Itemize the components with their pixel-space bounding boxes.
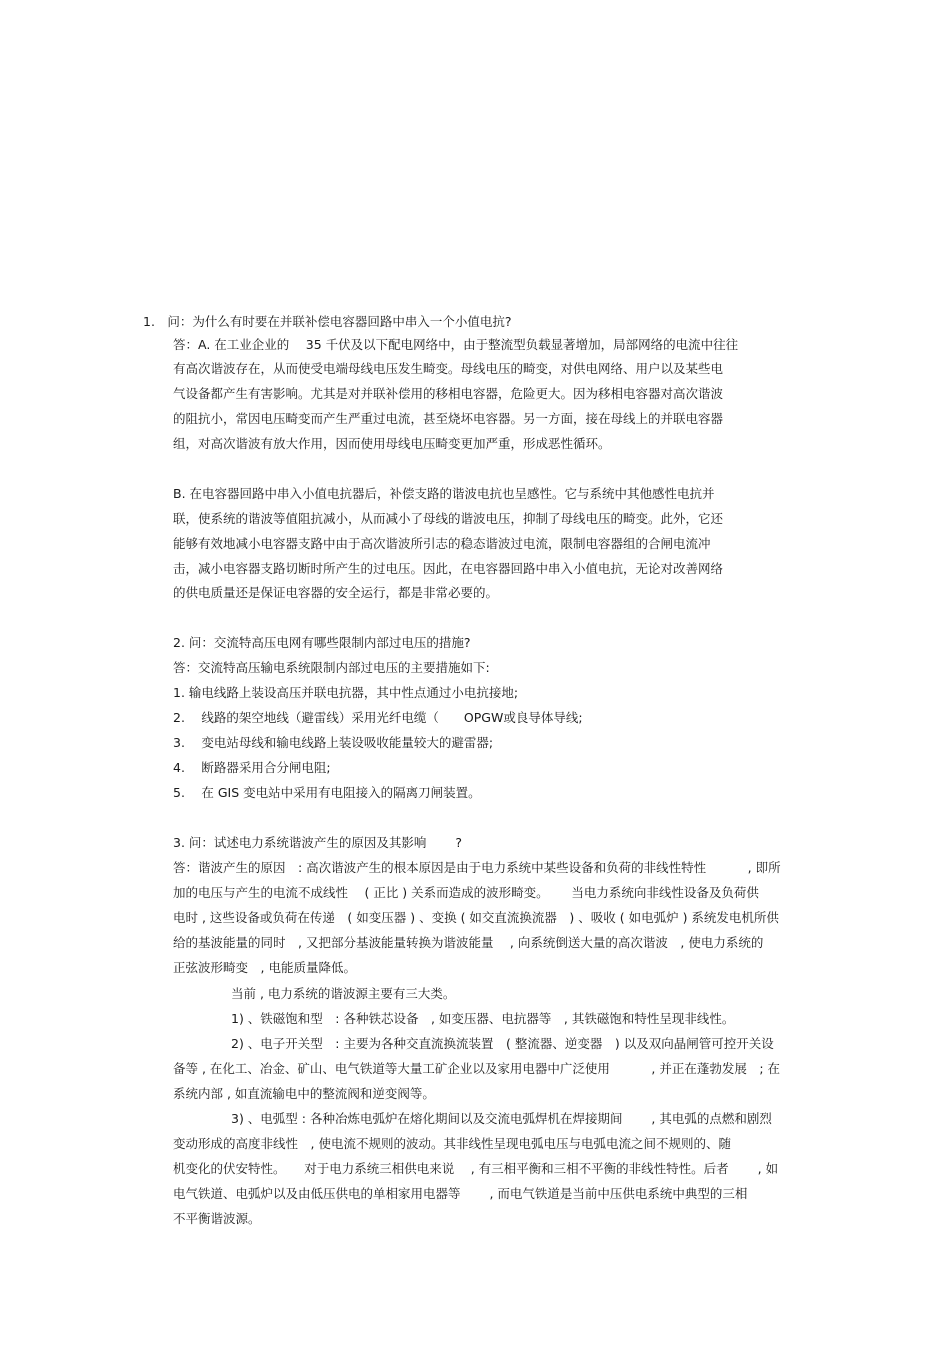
q3-question: 3. 问：试述电力系统谐波产生的原因及其影响 ? [173, 835, 463, 850]
q1-answer-line: 的阻抗小，常因电压畸变而产生严重过电流，甚至烧坏电容器。另一方面，接在母线上的并联电容器 [173, 411, 724, 426]
q3-answer-line: 加的电压与产生的电流不成线性 ( 正比 ) 关系而造成的波形畸变。 当电力系统向非线性设备及负荷供 [173, 885, 759, 900]
q3-answer-line: 不平衡谐波源。 [173, 1211, 261, 1226]
q2-list-item: 5. 在 GIS 变电站中采用有电阻接入的隔离刀闸装置。 [173, 785, 481, 800]
q3-answer-line: 2) 、电子开关型 : 主要为各种交直流换流装置 ( 整流器、逆变器 ) 以及双向晶闸管可控开关设 [231, 1036, 774, 1051]
q1-answer-line: 组，对高次谐波有放大作用，因而使用母线电压畸变更加严重，形成恶性循环。 [173, 436, 611, 451]
q3-answer-line: 电气铁道、电弧炉以及由低压供电的单相家用电器等 , 而电气铁道是当前中压供电系统中典型的三相 [173, 1186, 748, 1201]
q3-answer-line: 备等 , 在化工、冶金、矿山、电气铁道等大量工矿企业以及家用电器中广泛使用 , 并正在蓬勃发展 ; 在 [173, 1061, 781, 1076]
q3-answer-line: 系统内部 , 如直流输电中的整流阀和逆变阀等。 [173, 1086, 435, 1101]
q1-answer-b-line: B. 在电容器回路中串入小值电抗器后，补偿支路的谐波电抗也呈感性。它与系统中其他感性电抗并 [173, 486, 715, 501]
q3-answer-line: 1) 、铁磁饱和型 : 各种铁芯设备 , 如变压器、电抗器等 , 其铁磁饱和特性呈现非线性。 [231, 1011, 735, 1026]
q1-answer-line: 有高次谐波存在，从而使受电端母线电压发生畸变。母线电压的畸变，对供电网络、用户以及某些电 [173, 361, 724, 376]
q2-question: 2. 问：交流特高压电网有哪些限制内部过电压的措施? [173, 635, 471, 650]
q1-answer-b-line: 的供电质量还是保证电容器的安全运行，都是非常必要的。 [173, 585, 499, 600]
q1-answer-b-line: 击，减小电容器支路切断时所产生的过电压。因此，在电容器回路中串入小值电抗，无论对改善网络 [173, 561, 724, 576]
q3-answer-line: 变动形成的高度非线性 , 使电流不规则的波动。其非线性呈现电弧电压与电弧电流之间不规则的、随 [173, 1136, 731, 1151]
q3-answer-line: 当前 , 电力系统的谐波源主要有三大类。 [231, 986, 456, 1001]
q2-answer-line: 答：交流特高压输电系统限制内部过电压的主要措施如下: [173, 660, 490, 675]
q2-list-item: 4. 断路器采用合分闸电阻; [173, 760, 331, 775]
q3-answer-line: 机变化的伏安特性。 对于电力系统三相供电来说 , 有三相平衡和三相不平衡的非线性特性。后者 , 如 [173, 1161, 779, 1176]
q1-answer-b-line: 联，使系统的谐波等值阻抗减小，从而减小了母线的谐波电压，抑制了母线电压的畸变。此外，它还 [173, 511, 724, 526]
q3-answer-line: 给的基波能量的同时 , 又把部分基波能量转换为谐波能量 , 向系统倒送大量的高次谐波 , 使电力系统的 [173, 935, 764, 950]
q2-list-item: 1. 输电线路上装设高压并联电抗器，其中性点通过小电抗接地; [173, 685, 519, 700]
q1-answer-line: 答：A. 在工业企业的 35 千伏及以下配电网络中，由于整流型负载显著增加，局部网络的电流中往往 [173, 337, 739, 352]
q3-answer-line: 正弦波形畸变 , 电能质量降低。 [173, 960, 356, 975]
q1-answer-b-line: 能够有效地减小电容器支路中由于高次谐波所引志的稳态谐波过电流，限制电容器组的合闸电流冲 [173, 536, 711, 551]
q1-answer-line: 气设备都产生有害影响。尤其是对并联补偿用的移相电容器，危险更大。因为移相电容器对高次谐波 [173, 386, 724, 401]
q3-answer-line: 3) 、电弧型 : 各种冶炼电弧炉在熔化期间以及交流电弧焊机在焊接期间 , 其电弧的点燃和剧烈 [231, 1111, 772, 1126]
q3-answer-line: 电时 , 这些设备或负荷在传递 ( 如变压器 ) 、变换 ( 如交直流换流器 ) 、吸收 ( 如电弧炉 ) 系统发电机所供 [173, 910, 779, 925]
q1-question: 1. 问：为什么有时要在并联补偿电容器回路中串入一个小值电抗? [143, 314, 512, 329]
q2-list-item: 3. 变电站母线和输电线路上装设吸收能量较大的避雷器; [173, 735, 494, 750]
q3-answer-line: 答：谐波产生的原因 : 高次谐波产生的根本原因是由于电力系统中某些设备和负荷的非线性特性 , 即所 [173, 860, 781, 875]
q2-list-item: 2. 线路的架空地线（避雷线）采用光纤电缆（ OPGW或良导体导线; [173, 710, 583, 725]
